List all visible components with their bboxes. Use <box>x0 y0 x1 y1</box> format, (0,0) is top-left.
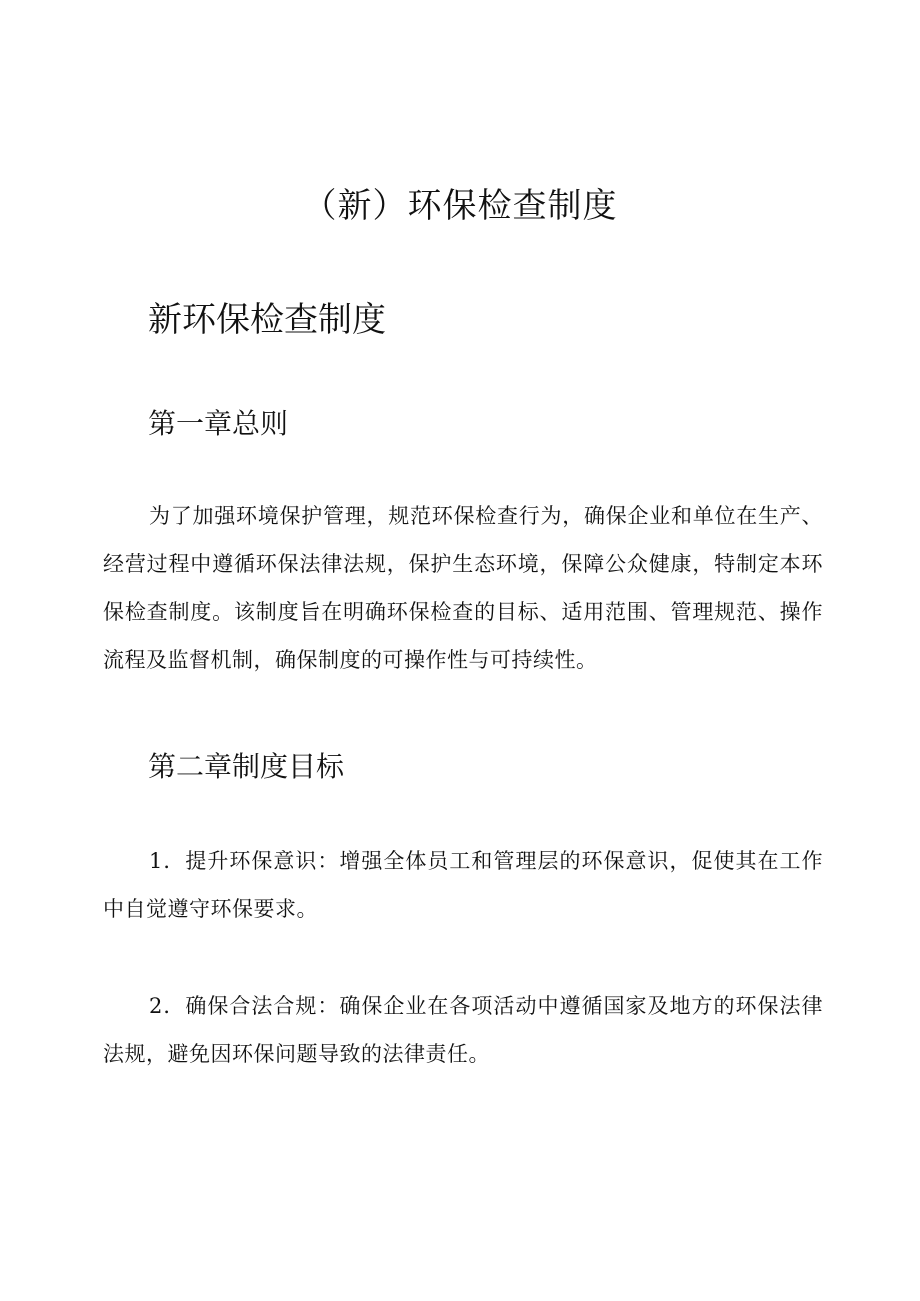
document-heading: 新环保检查制度 <box>148 300 386 340</box>
chapter-1-paragraph: 为了加强环境保护管理，规范环保检查行为，确保企业和单位在生产、经营过程中遵循环保法律法规，保护生态环境，保障公众健康，特制定本环保检查制度。该制度旨在明确环保检查的目标、适用范围、管理规范、操作流程及监督机制，确保制度的可操作性与可持续性。 <box>103 504 823 672</box>
chapter-2-item-2: 2．确保合法合规：确保企业在各项活动中遵循国家及地方的环保法律法规，避免因环保问题导致的法律责任。 <box>103 994 823 1066</box>
chapter-1-heading: 第一章总则 <box>148 407 289 440</box>
chapter-2-item-1: 1．提升环保意识：增强全体员工和管理层的环保意识，促使其在工作中自觉遵守环保要求。 <box>103 849 823 921</box>
chapter-2-heading: 第二章制度目标 <box>148 750 345 783</box>
document-title: （新）环保检查制度 <box>302 186 618 226</box>
